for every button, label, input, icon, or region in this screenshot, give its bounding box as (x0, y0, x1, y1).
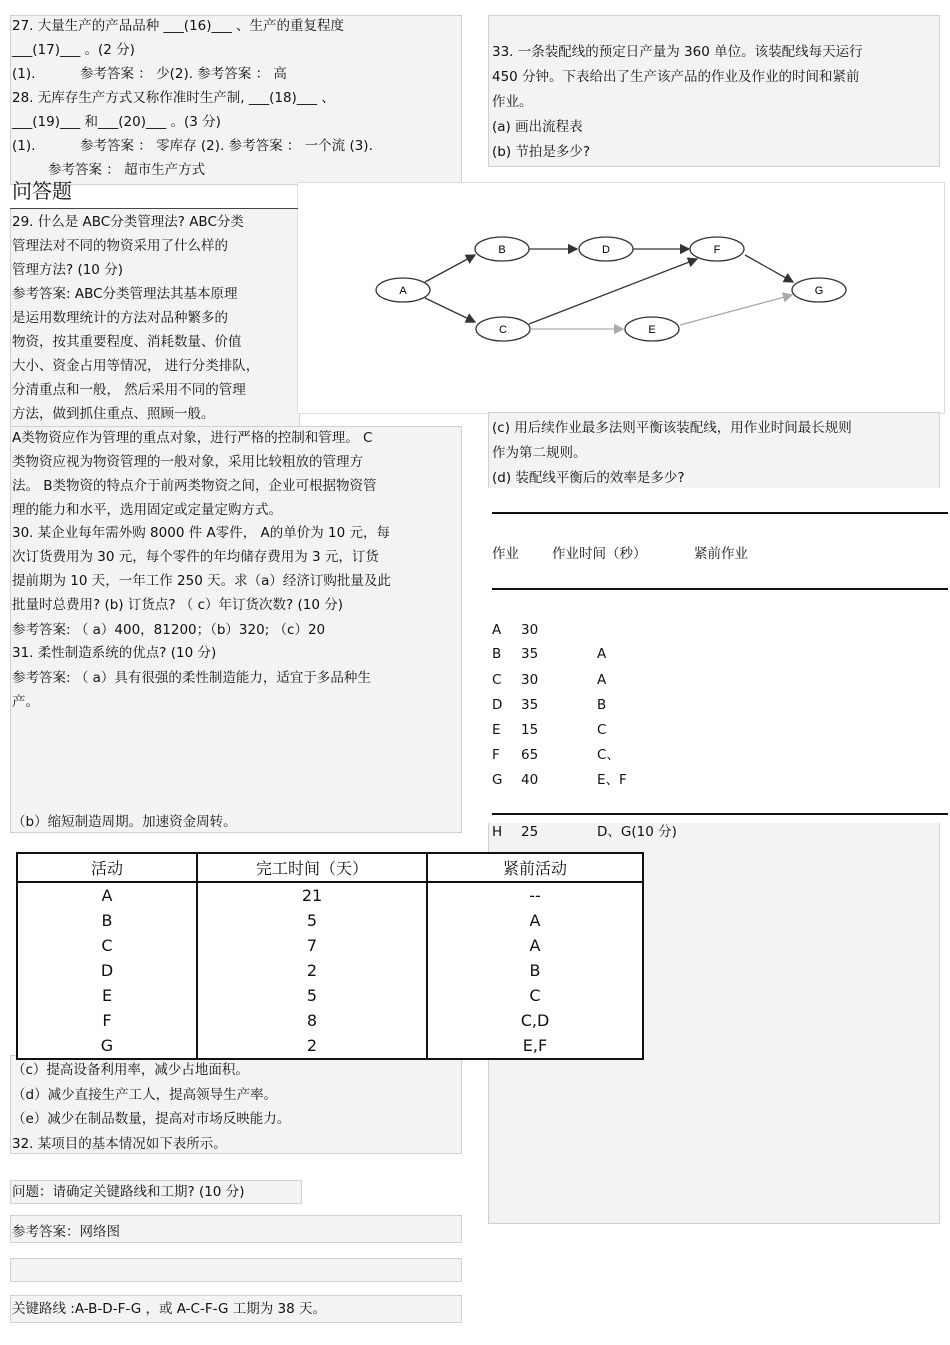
q29-line: 管理方法? (10 分) (12, 262, 123, 278)
q27-answer-label: (1). (12, 66, 36, 82)
table-row (17, 1033, 643, 1059)
table-row (17, 1008, 643, 1033)
edge-f-g (745, 255, 793, 282)
q29-line: 参考答案: ABC分类管理法其基本原理 (12, 286, 238, 302)
q29-line: 方法，做到抓住重点、照顾一般。 (12, 406, 215, 422)
q28-answer: 参考答案 ： 零库存 (2). 参考答案 ： 一个流 (3). (80, 138, 373, 154)
q32-intro: 32. 某项目的基本情况如下表所示。 (12, 1136, 227, 1152)
q29-wide-line: 类物资应视为物资管理的一般对象，采用比较粗放的管理方 (12, 454, 363, 470)
q33-table-bg (488, 488, 948, 823)
node-e (625, 317, 679, 341)
q29-line: 分清重点和一般， 然后采用不同的管理 (12, 382, 246, 398)
q29-line: 大小、资金占用等情况， 进行分类排队， (12, 358, 260, 374)
q33-cell: B (492, 646, 502, 662)
q33-cell: G (492, 772, 503, 788)
q33-cell: A (597, 672, 607, 688)
table-row (17, 933, 643, 958)
cell: C (17, 933, 197, 958)
cell: 21 (197, 882, 427, 908)
q27-line-2: ___(17)___ 。(2 分) (12, 42, 135, 58)
heading-rule (10, 208, 298, 209)
q30-answer: 参考答案: （ a）400，81200；（b）320; （c）20 (12, 622, 326, 638)
q33-cell: 25 (521, 824, 539, 840)
cell: C (427, 983, 643, 1008)
cell: F (17, 1008, 197, 1033)
q33-cell: E (492, 722, 501, 738)
q33-col-job: 作业 (492, 546, 519, 562)
q32-question: 问题：请确定关键路线和工期? (10 分) (12, 1184, 245, 1200)
q33-cell: 35 (521, 646, 539, 662)
col-duration: 完工时间（天） (197, 853, 427, 882)
q33-cell: 30 (521, 672, 539, 688)
edge-c-f (529, 259, 697, 324)
q30-line: 次订货费用为 30 元，每个零件的年均储存费用为 3 元，订货 (12, 549, 379, 565)
col-predecessor: 紧前活动 (427, 853, 643, 882)
q31-line: 31. 柔性制造系统的优点? (10 分) (12, 645, 217, 661)
q33-cell: C、 (597, 747, 620, 763)
q33-cell: B (597, 697, 607, 713)
node-label: F (713, 244, 721, 256)
cell: A (427, 908, 643, 933)
q33-cell: 15 (521, 722, 539, 738)
node-label: E (648, 324, 656, 336)
precedence-diagram (297, 182, 943, 412)
cell: B (427, 958, 643, 983)
q29-line: 29. 什么是 ABC分类管理法? ABC分类 (12, 214, 244, 230)
node-label: A (399, 285, 407, 297)
table-row (17, 882, 643, 908)
edge-a-b (425, 255, 475, 282)
section-heading: 问答题 (12, 179, 72, 203)
node-g (792, 278, 846, 302)
q29-wide-line: 理的能力和水平，选用固定或定量定购方式。 (12, 502, 282, 518)
node-f (690, 237, 744, 261)
q33-cell: H (492, 824, 503, 840)
cell: 5 (197, 983, 427, 1008)
q33-cell: 65 (521, 747, 539, 763)
q33-cell: C (597, 722, 607, 738)
q30-line: 30. 某企业每年需外购 8000 件 A零件， A的单价为 10 元，每 (12, 525, 391, 541)
cell: -- (427, 882, 643, 908)
q33-cell: 30 (521, 622, 539, 638)
q29-wide-line: 法。 B类物资的特点介于前两类物资之间，企业可根据物资管 (12, 478, 377, 494)
q33-cell: D (492, 697, 503, 713)
q32-critical-path: 关键路线 :A-B-D-F-G ，或 A-C-F-G 工期为 38 天。 (12, 1301, 326, 1317)
q28-answer-3: 参考答案 ： 超市生产方式 (48, 162, 206, 178)
cell: C,D (427, 1008, 643, 1033)
node-b (475, 237, 529, 261)
cell: G (17, 1033, 197, 1059)
q31-rest-line: （e）减少在制品数量，提高对市场反映能力。 (12, 1111, 291, 1127)
q33-table-bottom-rule (492, 813, 948, 815)
node-a (376, 278, 430, 302)
q31-rest-line: （d）减少直接生产工人，提高领导生产率。 (12, 1087, 278, 1103)
q33-cell: A (597, 646, 607, 662)
edge-a-c (425, 298, 475, 322)
q31-line: 参考答案: （ a）具有很强的柔性制造能力，适宜于多品种生 (12, 670, 371, 686)
q33-cell: 35 (521, 697, 539, 713)
q33-cell: F (492, 747, 500, 763)
cell: E (17, 983, 197, 1008)
cell: A (17, 882, 197, 908)
q33-table-header-rule (492, 588, 948, 590)
cell: 2 (197, 1033, 427, 1059)
q28-line-1: 28. 无库存生产方式又称作准时生产制, ___(18)___ 、 (12, 90, 335, 106)
q32-answer: 参考答案：网络图 (12, 1224, 120, 1240)
cell: A (427, 933, 643, 958)
activity-table (16, 852, 644, 1060)
table-row (17, 983, 643, 1008)
cell: 5 (197, 908, 427, 933)
q31-line: 产。 (12, 694, 39, 710)
q29-line: 是运用数理统计的方法对品种繁多的 (12, 310, 228, 326)
q28-answer-label: (1). (12, 138, 36, 154)
q29-line: 物资，按其重要程度、消耗数量、价值 (12, 334, 242, 350)
q29-line: 管理法对不同的物资采用了什么样的 (12, 238, 228, 254)
q31-b: （b）缩短制造周期。加速资金周转。 (12, 814, 237, 830)
q33-cell: E、F (597, 772, 627, 788)
q33-line: (b) 节拍是多少? (492, 144, 591, 160)
q30-line: 批量时总费用? (b) 订货点? （ c）年订货次数? (10 分) (12, 597, 343, 613)
q31-rest-line: （c）提高设备利用率，减少占地面积。 (12, 1062, 249, 1078)
col-activity: 活动 (17, 853, 197, 882)
q33-col-pred: 紧前作业 (694, 546, 748, 562)
cell: B (17, 908, 197, 933)
cell: D (17, 958, 197, 983)
node-d (579, 237, 633, 261)
q33-line: 作业。 (492, 94, 533, 110)
node-label: D (602, 244, 610, 256)
table-row (17, 908, 643, 933)
q33-cell: A (492, 622, 502, 638)
cell: 7 (197, 933, 427, 958)
node-label: B (498, 244, 506, 256)
node-label: C (499, 324, 507, 336)
cell: E,F (427, 1033, 643, 1059)
q33-line: 33. 一条装配线的预定日产量为 360 单位。该装配线每天运行 (492, 44, 863, 60)
cell: 2 (197, 958, 427, 983)
q33-cell: C (492, 672, 502, 688)
q33-line-d: (d) 装配线平衡后的效率是多少? (492, 470, 685, 486)
q33-col-time: 作业时间（秒） (552, 546, 647, 562)
q27-answer: 参考答案 ： 少(2). 参考答案 ： 高 (80, 66, 287, 82)
node-c (476, 317, 530, 341)
q27-line-1: 27. 大量生产的产品品种 ___(16)___ 、生产的重复程度 (12, 18, 345, 34)
q33-line-c: (c) 用后续作业最多法则平衡该装配线，用作业时间最长规则 (492, 420, 852, 436)
q33-line: (a) 画出流程表 (492, 119, 583, 135)
q33-table-top-rule (492, 512, 948, 514)
q28-line-2: ___(19)___ 和___(20)___ 。(3 分) (12, 114, 221, 130)
cell: 8 (197, 1008, 427, 1033)
q32-blank-panel (10, 1258, 462, 1282)
edge-e-g (680, 295, 792, 325)
q30-line: 提前期为 10 天，一年工作 250 天。求（a）经济订购批量及此 (12, 573, 391, 589)
q33-cell: D、G(10 分) (597, 824, 677, 840)
table-row (17, 958, 643, 983)
q33-line-c2: 作为第二规则。 (492, 445, 587, 461)
node-label: G (814, 285, 824, 297)
q29-wide-line: A类物资应作为管理的重点对象，进行严格的控制和管理。 C (12, 430, 373, 446)
q33-cell: 40 (521, 772, 539, 788)
q33-line: 450 分钟。下表给出了生产该产品的作业及作业的时间和紧前 (492, 69, 860, 85)
